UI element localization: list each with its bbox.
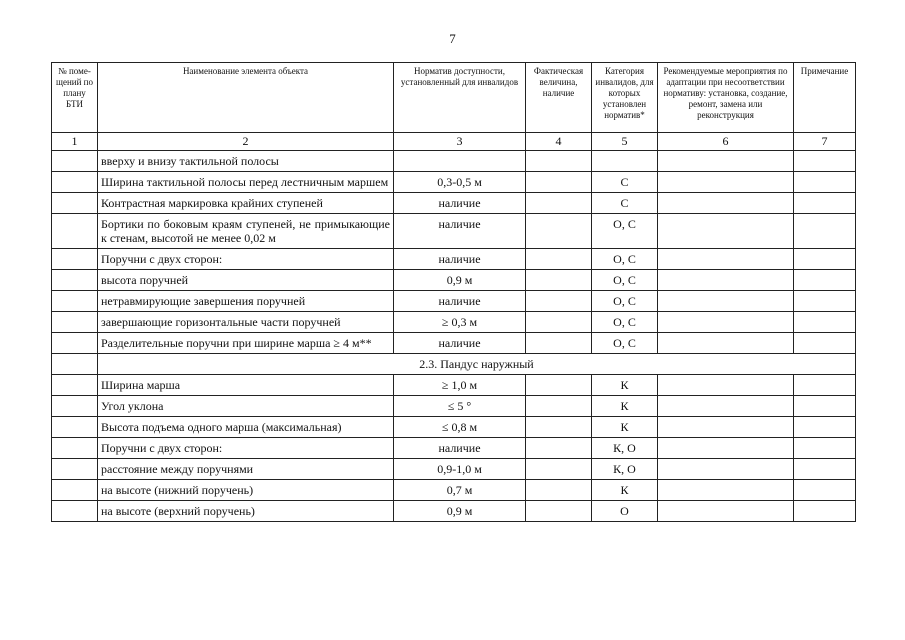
- note-cell: [794, 214, 856, 249]
- norm-cell: 0,7 м: [394, 480, 526, 501]
- column-number: 5: [592, 133, 658, 151]
- room-cell: [52, 480, 98, 501]
- table-row: [52, 249, 856, 270]
- category-cell: С: [592, 193, 658, 214]
- element-name-cell: Разделительные поручни при ширине марша ≥ 4 м**: [98, 333, 394, 354]
- norm-cell: 0,3-0,5 м: [394, 172, 526, 193]
- category-cell: К: [592, 375, 658, 396]
- element-name-cell: нетравмирующие завершения поручней: [98, 291, 394, 312]
- section-title: 2.3. Пандус наружный: [98, 354, 856, 375]
- category-cell: К, О: [592, 438, 658, 459]
- actual-cell: [526, 438, 592, 459]
- element-name-cell: вверху и внизу тактильной полосы: [98, 151, 394, 172]
- measures-cell: [658, 312, 794, 333]
- table-row: [52, 417, 856, 438]
- norm-cell: наличие: [394, 333, 526, 354]
- category-cell: О, С: [592, 249, 658, 270]
- element-name-cell: на высоте (верхний поручень): [98, 501, 394, 522]
- column-number: 2: [98, 133, 394, 151]
- element-name-cell: Поручни с двух сторон:: [98, 249, 394, 270]
- column-number: 1: [52, 133, 98, 151]
- measures-cell: [658, 375, 794, 396]
- column-number-row: [52, 133, 856, 151]
- room-cell: [52, 193, 98, 214]
- norm-cell: 0,9 м: [394, 270, 526, 291]
- column-number: 4: [526, 133, 592, 151]
- room-cell: [52, 312, 98, 333]
- header-actual-value: Фактическая величина, наличие: [526, 63, 592, 133]
- note-cell: [794, 193, 856, 214]
- header-category: Категория инвалидов, для которых установлен норматив*: [592, 63, 658, 133]
- norm-cell: наличие: [394, 249, 526, 270]
- norm-cell: наличие: [394, 291, 526, 312]
- room-cell: [52, 249, 98, 270]
- note-cell: [794, 249, 856, 270]
- note-cell: [794, 375, 856, 396]
- header-element-name: Наименование элемента объекта: [98, 63, 394, 133]
- actual-cell: [526, 312, 592, 333]
- measures-cell: [658, 291, 794, 312]
- actual-cell: [526, 270, 592, 291]
- note-cell: [794, 151, 856, 172]
- measures-cell: [658, 501, 794, 522]
- measures-cell: [658, 151, 794, 172]
- table-row: [52, 214, 856, 249]
- room-cell: [52, 333, 98, 354]
- category-cell: О, С: [592, 312, 658, 333]
- measures-cell: [658, 249, 794, 270]
- note-cell: [794, 459, 856, 480]
- actual-cell: [526, 501, 592, 522]
- note-cell: [794, 396, 856, 417]
- category-cell: К: [592, 396, 658, 417]
- actual-cell: [526, 375, 592, 396]
- element-name-cell: Угол уклона: [98, 396, 394, 417]
- room-cell: [52, 172, 98, 193]
- header-norm: Норматив доступности, установленный для инвалидов: [394, 63, 526, 133]
- category-cell: С: [592, 172, 658, 193]
- room-cell: [52, 151, 98, 172]
- category-cell: К: [592, 417, 658, 438]
- column-number: 7: [794, 133, 856, 151]
- header-recommended-measures: Рекомендуемые мероприятия по адаптации при несоответствии нормативу: установка, создание, ремонт, замена или реконструкция: [658, 63, 794, 133]
- table-row: [52, 501, 856, 522]
- room-cell: [52, 438, 98, 459]
- category-cell: К: [592, 480, 658, 501]
- room-cell: [52, 270, 98, 291]
- element-name-cell: расстояние между поручнями: [98, 459, 394, 480]
- element-name-cell: Ширина марша: [98, 375, 394, 396]
- table-row: [52, 151, 856, 172]
- element-name-cell: Высота подъема одного марша (максимальная): [98, 417, 394, 438]
- page-number: 7: [449, 31, 456, 46]
- table-row: [52, 375, 856, 396]
- category-cell: О: [592, 501, 658, 522]
- actual-cell: [526, 214, 592, 249]
- note-cell: [794, 501, 856, 522]
- category-cell: О, С: [592, 291, 658, 312]
- category-cell: К, О: [592, 459, 658, 480]
- table-row: [52, 312, 856, 333]
- norm-cell: наличие: [394, 193, 526, 214]
- note-cell: [794, 312, 856, 333]
- actual-cell: [526, 333, 592, 354]
- note-cell: [794, 417, 856, 438]
- actual-cell: [526, 151, 592, 172]
- norm-cell: ≥ 1,0 м: [394, 375, 526, 396]
- note-cell: [794, 438, 856, 459]
- category-cell: О, С: [592, 333, 658, 354]
- element-name-cell: Бортики по боковым краям ступеней, не примыкающие к стенам, высотой не менее 0,02 м: [98, 214, 394, 249]
- measures-cell: [658, 270, 794, 291]
- norm-cell: ≤ 5 °: [394, 396, 526, 417]
- table-row: [52, 270, 856, 291]
- element-name-cell: Поручни с двух сторон:: [98, 438, 394, 459]
- room-cell: [52, 354, 98, 375]
- note-cell: [794, 291, 856, 312]
- actual-cell: [526, 291, 592, 312]
- header-note: Примечание: [794, 63, 856, 133]
- note-cell: [794, 333, 856, 354]
- table-row: [52, 193, 856, 214]
- table-row: [52, 480, 856, 501]
- actual-cell: [526, 193, 592, 214]
- measures-cell: [658, 417, 794, 438]
- element-name-cell: на высоте (нижний поручень): [98, 480, 394, 501]
- note-cell: [794, 480, 856, 501]
- room-cell: [52, 291, 98, 312]
- norm-cell: ≥ 0,3 м: [394, 312, 526, 333]
- table-row: [52, 459, 856, 480]
- actual-cell: [526, 396, 592, 417]
- room-cell: [52, 459, 98, 480]
- measures-cell: [658, 193, 794, 214]
- norm-cell: наличие: [394, 214, 526, 249]
- table-row: [52, 333, 856, 354]
- category-cell: [592, 151, 658, 172]
- measures-cell: [658, 214, 794, 249]
- measures-cell: [658, 333, 794, 354]
- actual-cell: [526, 249, 592, 270]
- element-name-cell: Контрастная маркировка крайних ступеней: [98, 193, 394, 214]
- measures-cell: [658, 480, 794, 501]
- actual-cell: [526, 417, 592, 438]
- norm-cell: [394, 151, 526, 172]
- room-cell: [52, 375, 98, 396]
- table-row: [52, 291, 856, 312]
- measures-cell: [658, 172, 794, 193]
- table-row: [52, 438, 856, 459]
- element-name-cell: завершающие горизонтальные части поручней: [98, 312, 394, 333]
- measures-cell: [658, 396, 794, 417]
- note-cell: [794, 172, 856, 193]
- measures-cell: [658, 438, 794, 459]
- room-cell: [52, 417, 98, 438]
- measures-cell: [658, 459, 794, 480]
- norm-cell: 0,9 м: [394, 501, 526, 522]
- note-cell: [794, 270, 856, 291]
- category-cell: О, С: [592, 214, 658, 249]
- column-number: 6: [658, 133, 794, 151]
- actual-cell: [526, 172, 592, 193]
- room-cell: [52, 214, 98, 249]
- room-cell: [52, 396, 98, 417]
- accessibility-table: [51, 62, 856, 522]
- norm-cell: наличие: [394, 438, 526, 459]
- norm-cell: ≤ 0,8 м: [394, 417, 526, 438]
- actual-cell: [526, 459, 592, 480]
- table-row: [52, 172, 856, 193]
- norm-cell: 0,9-1,0 м: [394, 459, 526, 480]
- room-cell: [52, 501, 98, 522]
- actual-cell: [526, 480, 592, 501]
- element-name-cell: Ширина тактильной полосы перед лестничным маршем: [98, 172, 394, 193]
- category-cell: О, С: [592, 270, 658, 291]
- header-row: [52, 63, 856, 133]
- column-number: 3: [394, 133, 526, 151]
- section-header-row: [52, 354, 856, 375]
- header-room-number: № поме-щений по плану БТИ: [52, 63, 98, 133]
- element-name-cell: высота поручней: [98, 270, 394, 291]
- table-row: [52, 396, 856, 417]
